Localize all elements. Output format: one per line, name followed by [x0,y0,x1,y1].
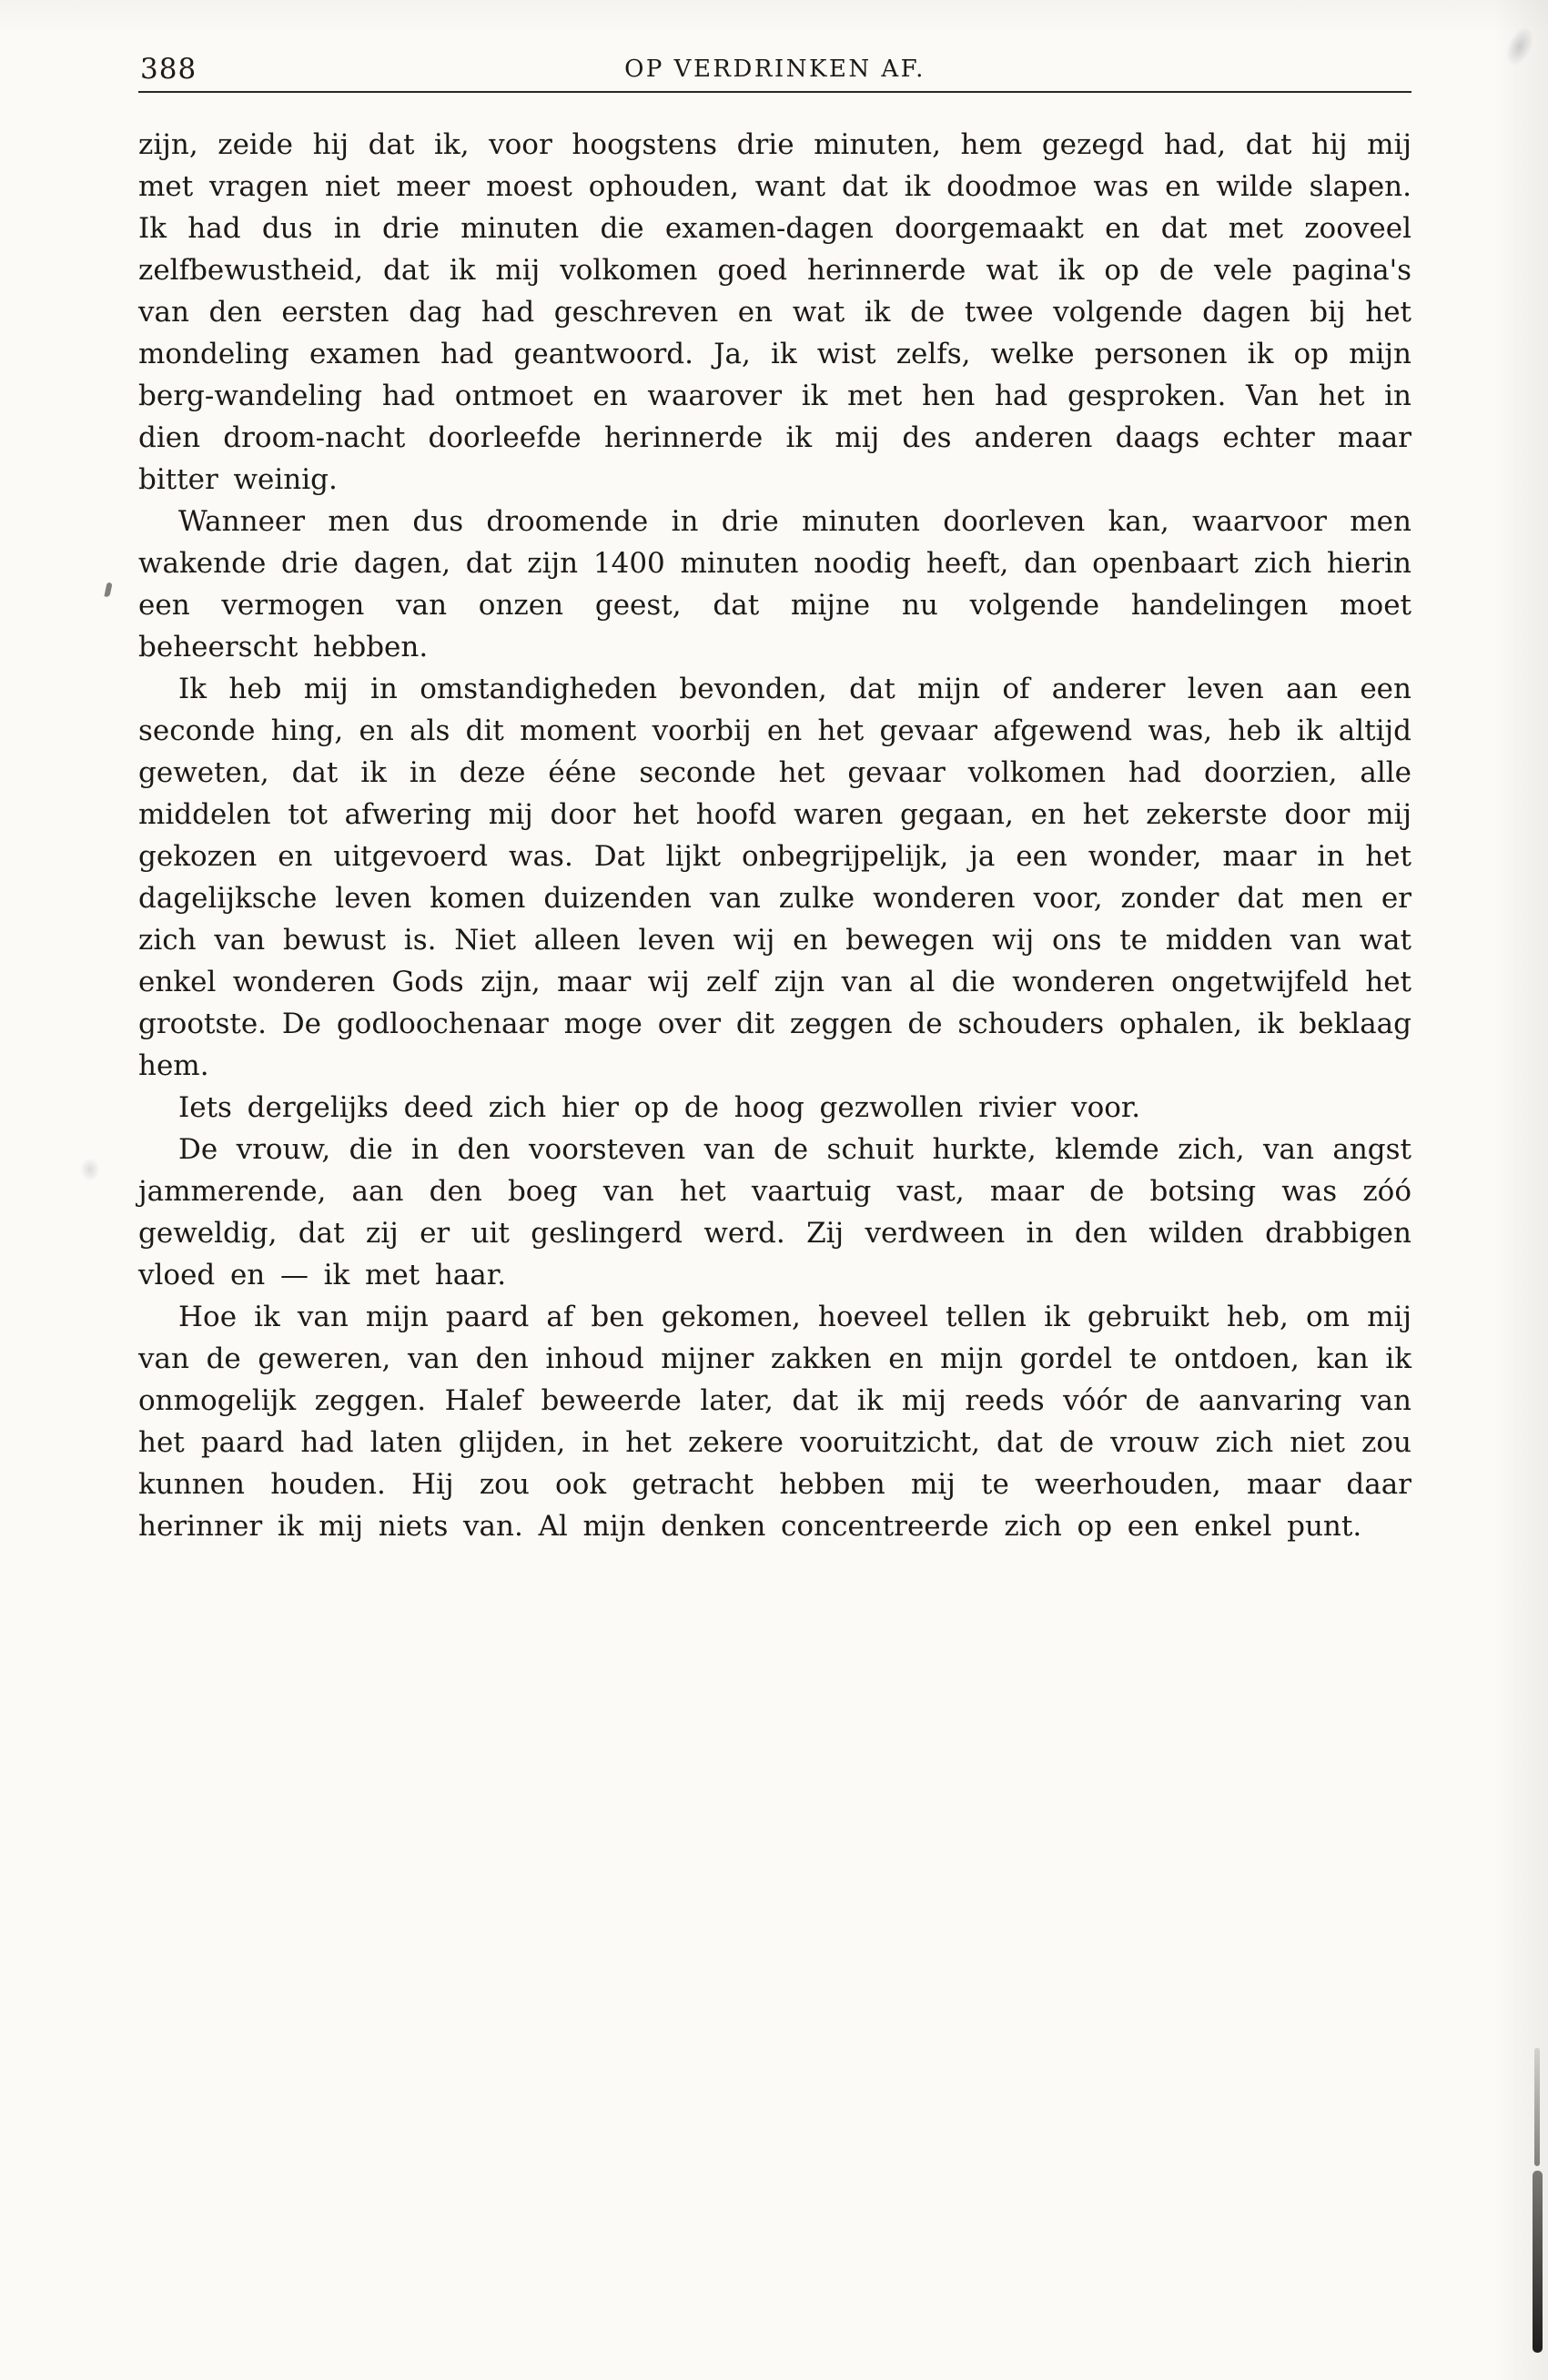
paragraph: zijn, zeide hij dat ik, voor hoogstens drie minuten, hem gezegd had, dat hij mij met vragen niet meer moest ophouden, want dat ik doodmoe was en wilde slapen. Ik had dus in drie minuten die examen-dagen doorgemaakt en dat met zooveel zelfbewustheid, dat ik mij volkomen goed herinnerde wat ik op de vele pagina's van den eersten dag had geschreven en wat ik de twee volgende dagen bij het mondeling examen had geantwoord. Ja, ik wist zelfs, welke personen ik op mijn berg-wandeling had ontmoet en waarover ik met hen had gesproken. Van het in dien droom-nacht doorleefde herinnerde ik mij des anderen daags echter maar bitter weinig. [138,128,1411,496]
page-header [138,53,1411,93]
paragraph: Iets dergelijks deed zich hier op de hoog gezwollen rivier voor. [178,1091,1141,1124]
scan-smudge-top-right [1500,23,1539,71]
scan-smudge-left [80,1158,100,1181]
paragraph: De vrouw, die in den voorsteven van de schuit hurkte, klemde zich, van angst jammerende, aan den boeg van het vaartuig vast, maar de botsing was zóó geweldig, dat zij er uit geslingerd werd. Zij verdween in den wilden drabbigen vloed en — ik met haar. [138,1133,1411,1291]
paragraph: Wanneer men dus droomende in drie minuten doorleven kan, waarvoor men wakende drie dagen, dat zijn 1400 minuten noodig heeft, dan openbaart zich hierin een vermogen van onzen geest, dat mijne nu volgende handelingen moet beheerscht hebben. [138,505,1411,663]
scan-comma-mark [104,582,112,598]
paragraph: Ik heb mij in omstandigheden bevonden, dat mijn of anderer leven aan een seconde hing, en als dit moment voorbij en het gevaar afgewend was, heb ik altijd geweten, dat ik in deze ééne seconde het gevaar volkomen had doorzien, alle middelen tot afwering mij door het hoofd waren gegaan, en het zekerste door mij gekozen en uitgevoerd was. Dat lijkt onbegrijpelijk, ja een wonder, maar in het dagelijksche leven komen duizenden van zulke wonderen voor, zonder dat men er zich van bewust is. Niet alleen leven wij en bewegen wij ons te midden van wat enkel wonderen Gods zijn, maar wij zelf zijn van al die wonderen ongetwijfeld het grootste. De godloochenaar moge over dit zeggen de schouders ophalen, ik beklaag hem. [138,673,1411,1082]
paragraph: Hoe ik van mijn paard af ben gekomen, hoeveel tellen ik gebruikt heb, om mij van de geweren, van den inhoud mijner zakken en mijn gordel te ontdoen, kan ik onmogelijk zeggen. Halef beweerde later, dat ik mij reeds vóór de aanvaring van het paard had laten glijden, in het zekere vooruitzicht, dat de vrouw zich niet zou kunnen houden. Hij zou ook getracht hebben mij te weerhouden, maar daar herinner ik mij niets van. Al mijn denken concentreerde zich op een enkel punt. [138,1301,1411,1543]
page-number: 388 [140,53,197,86]
scan-ink-streak-bottom [1533,2171,1543,2353]
scan-ink-streak-upper [1534,2048,1540,2166]
page-body [138,124,1411,1547]
running-title: OP VERDRINKEN AF. [624,56,926,83]
